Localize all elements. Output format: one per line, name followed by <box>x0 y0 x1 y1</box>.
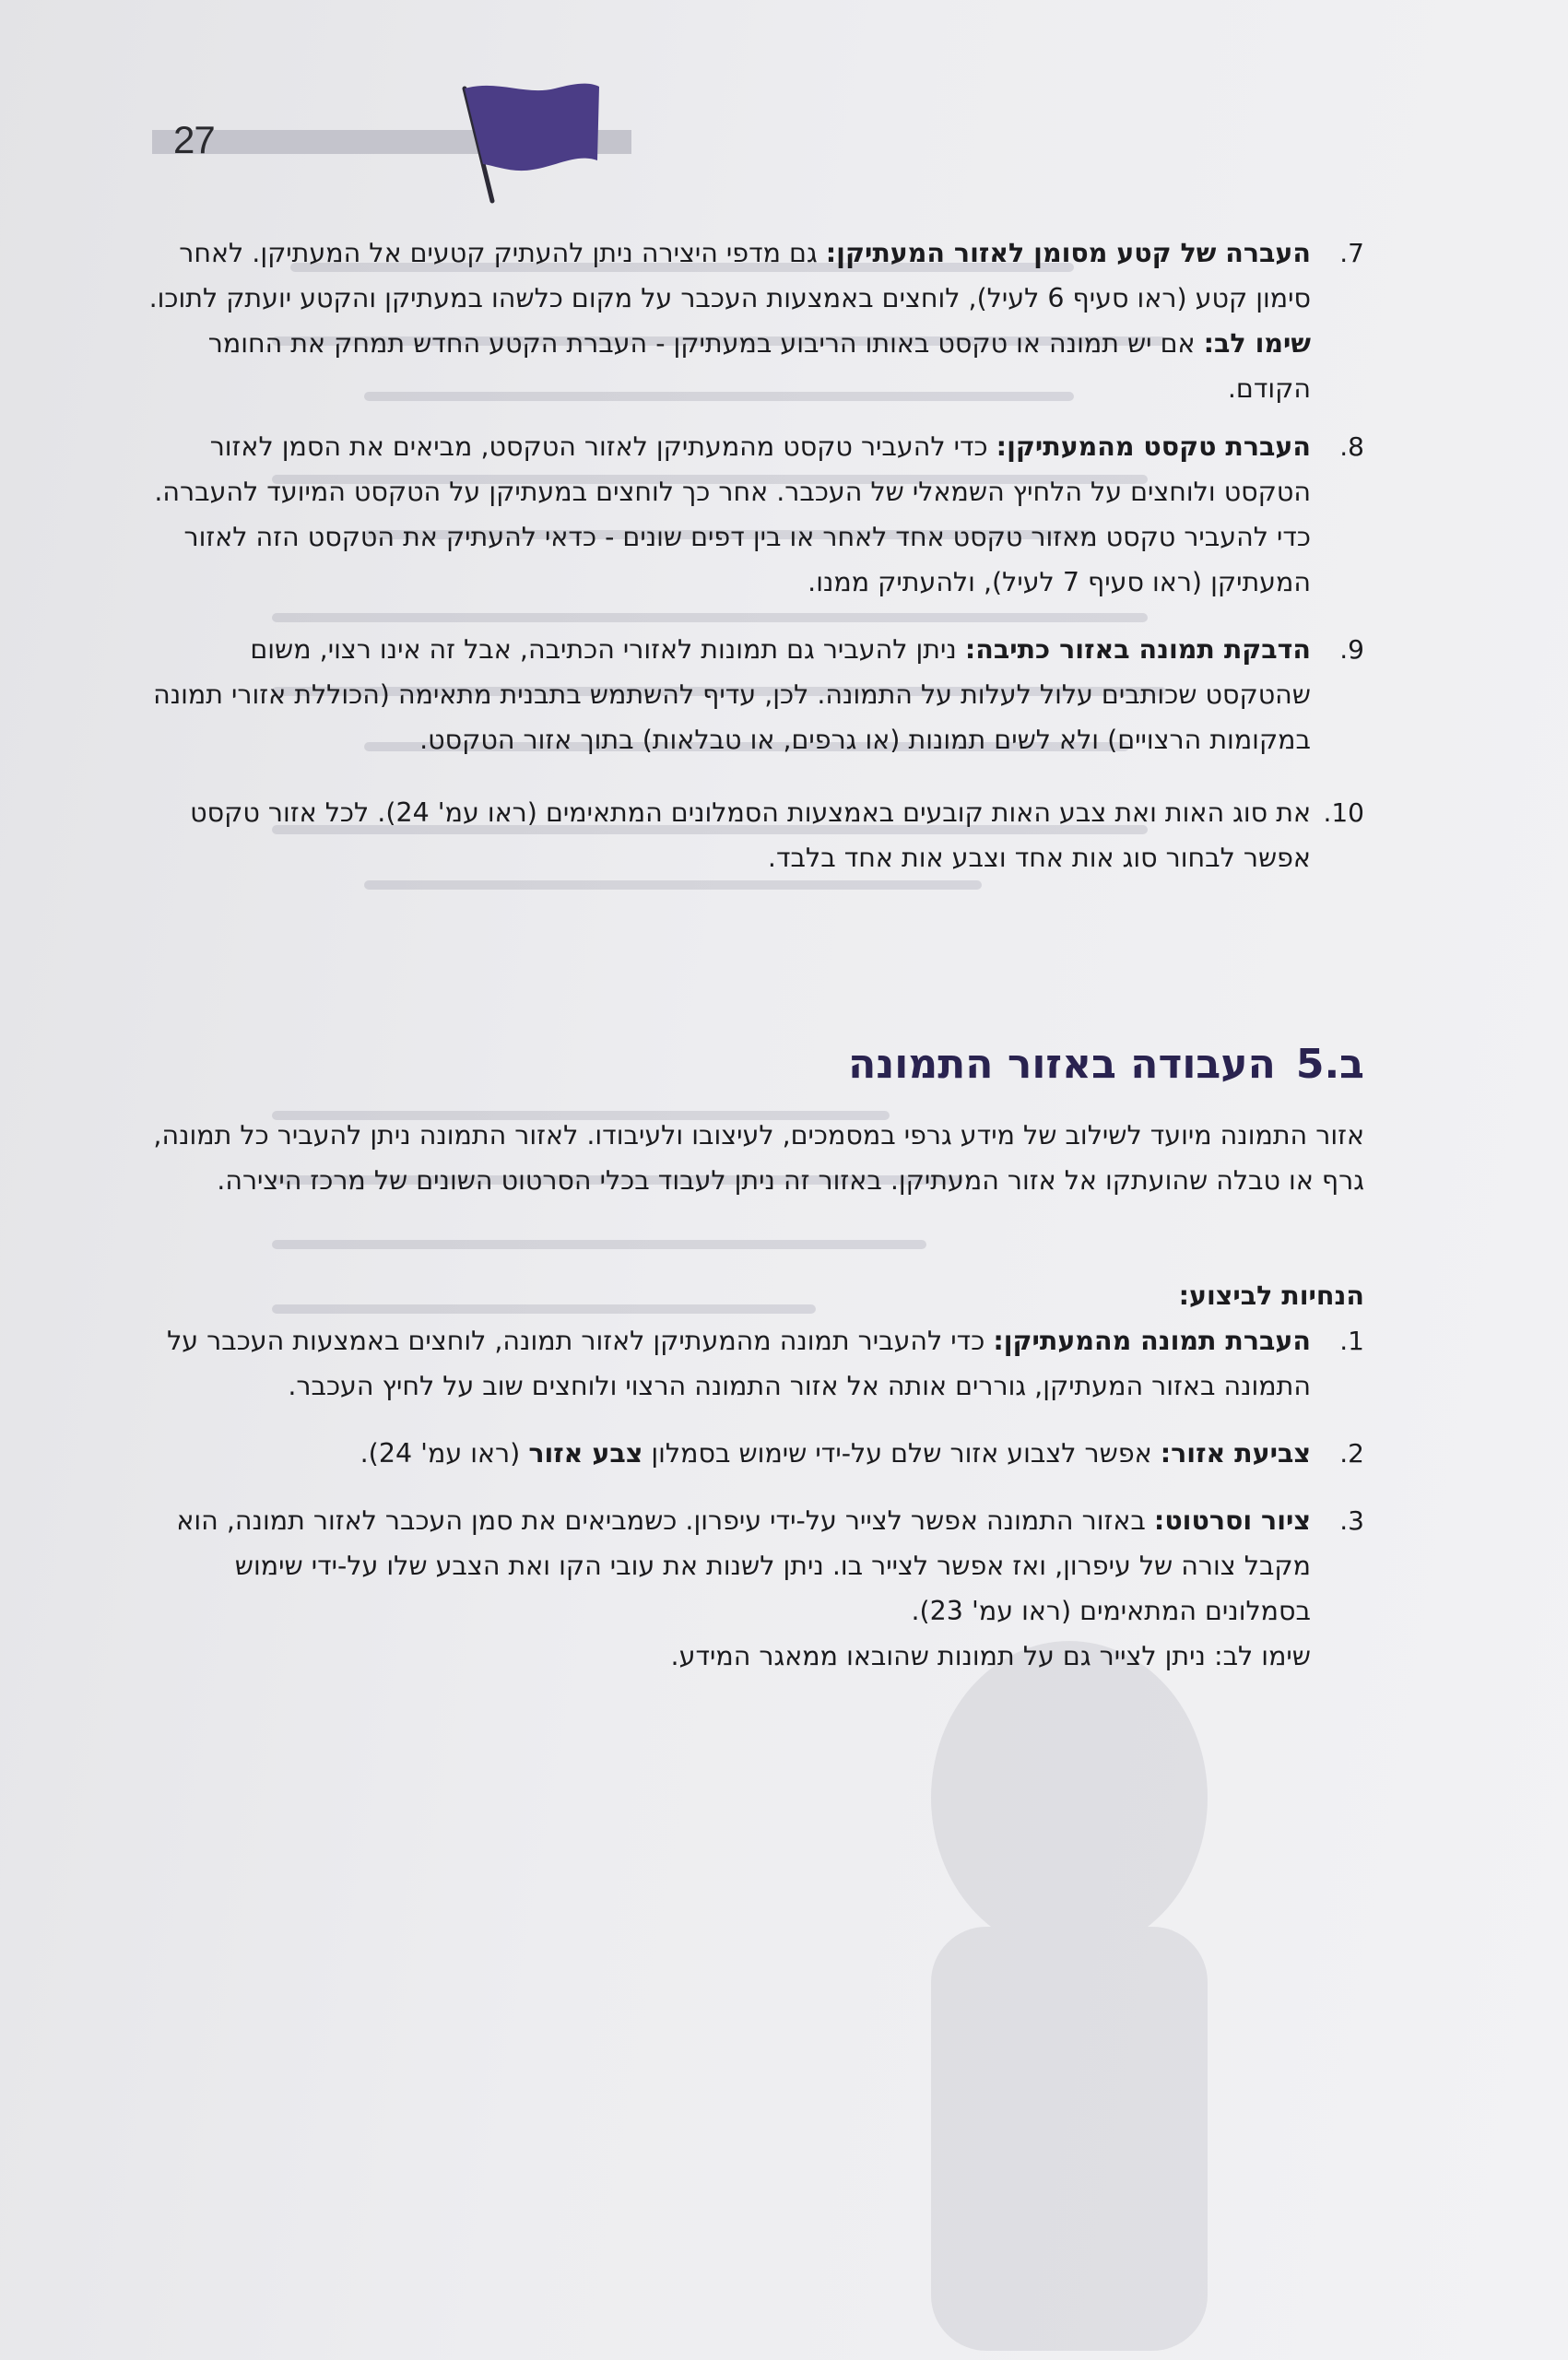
item-term: הדבקת תמונה באזור כתיבה: <box>964 634 1311 665</box>
item-text: ניתן להעביר גם תמונות לאזורי הכתיבה, אבל זה אינו רצוי, משום שהטקסט שכותבים עלול לעלות על התמונה. לכן, עדיף להשתמש בתבנית מתאימה (הכוללת אזורי תמונה במקומות הרצויים) ולא לשים תמונות (או גרפים, או טבלאות) בתוך אזור הטקסט. <box>153 634 1311 755</box>
item-note <box>147 514 1311 605</box>
item-ref: 23 <box>929 1596 963 1626</box>
item-text-b: (ראו עמ' <box>412 1438 529 1469</box>
item-number: .3 <box>1339 1505 1364 1536</box>
item-term: העברת תמונה מהמעתיקן: <box>993 1326 1311 1356</box>
item-number: .1 <box>1339 1326 1364 1356</box>
list-item-3 <box>147 1498 1364 1679</box>
note-text-b: לעיל), ולהעתיק ממנו. <box>808 567 1063 597</box>
item-text: גם מדפי היצירה ניתן להעתיק קטעים אל המעתיקן. לאחר סימון קטע (ראו סעיף <box>179 238 1311 313</box>
item-ref: 24 <box>395 797 430 828</box>
section-title: העבודה באזור התמונה <box>848 1041 1276 1088</box>
flag-icon <box>452 76 604 205</box>
item-number: .8 <box>1339 431 1364 462</box>
item-number: .10 <box>1323 797 1364 828</box>
item-term: העברה של קטע מסומן לאזור המעתיקן: <box>825 238 1311 268</box>
bleed-through-figure <box>830 1613 1309 2351</box>
item-text-a: אפשר לצבוע אזור שלם על-ידי שימוש בסמלון <box>643 1438 1161 1469</box>
page-body <box>147 230 1364 1679</box>
item-ref: 24 <box>378 1438 413 1469</box>
item-number: .9 <box>1339 634 1364 665</box>
list-item-7 <box>147 230 1364 411</box>
section-heading <box>147 1037 1364 1092</box>
item-text: כדי להעביר טקסט מהמעתיקן לאזור הטקסט, מביאים את הסמן לאזור הטקסט ולוחצים על הלחיץ השמאלי של העכבר. אחר כך לוחצים במעתיקן על הטקסט המיועד להעברה. <box>154 431 1311 507</box>
item-ref: 6 <box>1047 283 1065 313</box>
item-text-a: באזור התמונה אפשר לצייר על-ידי עיפרון. כשמביאים את סמן העכבר לאזור תמונה, הוא מקבל צורה של עיפרון, ואז אפשר לצייר בו. ניתן לשנות את עובי הקו ואת הצבע שלו על-ידי שימוש בסמלונים המתאימים (ראו עמ' <box>176 1505 1311 1626</box>
list-item-9 <box>147 627 1364 762</box>
note-term: שימו לב: <box>1203 328 1311 359</box>
item-text-after: לעיל), לוחצים באמצעות העכבר על מקום כלשהו במעתיקן והקטע יועתק לתוכו. <box>148 283 1048 313</box>
note-text-a: כדי להעביר טקסט מאזור טקסט אחד לאחר או בין דפים שונים - כדאי להעתיק את הטקסט הזה לאזור המעתיקן (ראו סעיף <box>183 522 1311 597</box>
item-text-b: ). לכל אזור טקסט אפשר לבחור סוג אות אחד וצבע אות אחד בלבד. <box>190 797 1311 873</box>
section-intro: אזור התמונה מיועד לשילוב של מידע גרפי במסמכים, לעיצובו ולעיבודו. לאזור התמונה ניתן להעביר כל תמונה, גרף או טבלה שהועתקו אל אזור המעתיקן. באזור זה ניתן לעבוד בכלי הסרטוט השונים של מרכז היצירה. <box>153 1120 1364 1196</box>
item-note <box>147 321 1311 411</box>
instructions-heading: הנחיות לביצוע: <box>1178 1280 1364 1311</box>
note-ref: 7 <box>1062 567 1079 597</box>
list-item-10 <box>147 790 1364 880</box>
item-number: .7 <box>1339 238 1364 268</box>
item-bold-word: צבע אזור <box>528 1438 643 1469</box>
item-note: שימו לב: ניתן לצייר גם על תמונות שהובאו ממאגר המידע. <box>670 1641 1311 1671</box>
item-term: העברת טקסט מהמעתיקן: <box>996 431 1311 462</box>
item-text-c: ). <box>360 1438 379 1469</box>
item-text-b: ). <box>911 1596 930 1626</box>
item-term: ציור וסרטוט: <box>1153 1505 1311 1536</box>
section-number: ב.5 <box>1295 1041 1364 1088</box>
list-item-1 <box>147 1318 1364 1409</box>
item-text-a: את סוג האות ואת צבע האות קובעים באמצעות הסמלונים המתאימים (ראו עמ' <box>429 797 1311 828</box>
list-item-8 <box>147 424 1364 605</box>
list-item-2 <box>147 1431 1364 1476</box>
item-number: .2 <box>1339 1438 1364 1469</box>
item-term: צביעת אזור: <box>1160 1438 1311 1469</box>
page-number: 27 <box>173 118 215 161</box>
item-text: כדי להעביר תמונה מהמעתיקן לאזור תמונה, לוחצים באמצעות העכבר על התמונה באזור המעתיקן, גוררים אותה אל אזור התמונה הרצוי ולוחצים שוב על לחיץ העכבר. <box>167 1326 1311 1401</box>
note-text: אם יש תמונה או טקסט באותו הריבוע במעתיקן - העברת הקטע החדש תמחק את החומר הקודם. <box>207 328 1311 404</box>
